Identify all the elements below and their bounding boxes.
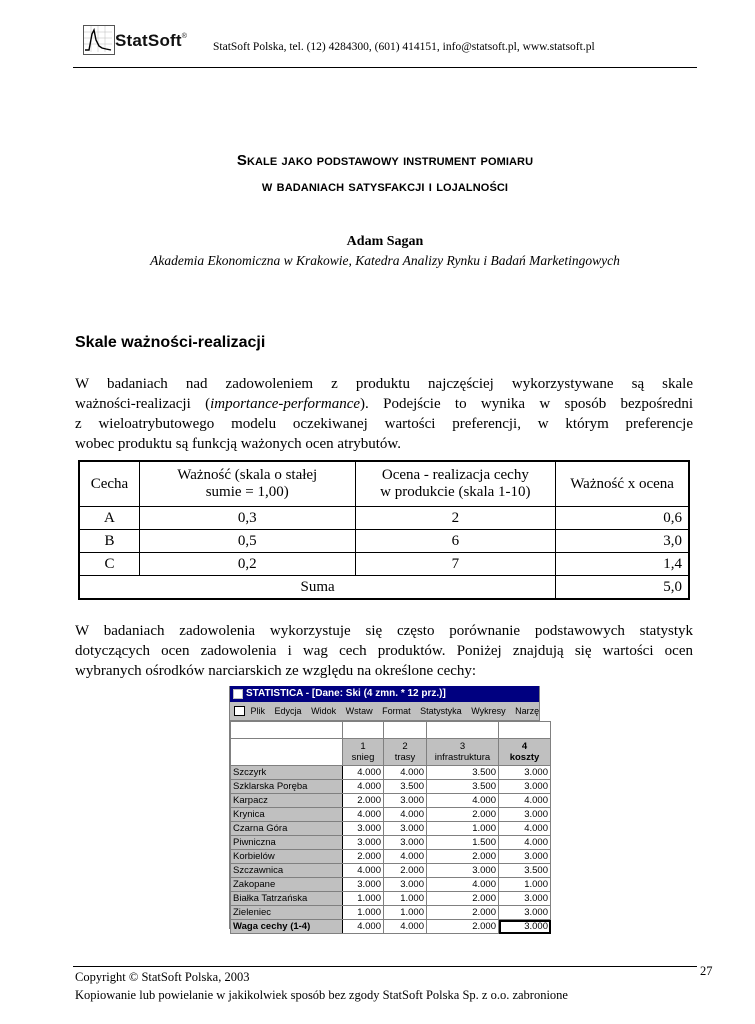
row-label[interactable]: Piwniczna [231,836,343,850]
grid-blank-header [499,722,551,739]
grid-cell[interactable]: 3.000 [343,836,384,850]
article-affiliation: Akademia Ekonomiczna w Krakowie, Katedra Analizy Rynku i Badań Marketingowych [150,253,620,268]
row-label[interactable]: Szklarska Poręba [231,780,343,794]
grid-cell[interactable]: 4.000 [343,780,384,794]
article-author: Adam Sagan [346,234,424,249]
grid-cell[interactable]: 3.500 [427,780,499,794]
page-number: 27 [700,964,713,978]
header-rule [73,67,697,68]
row-label[interactable]: Zieleniec [231,906,343,920]
grid-cell[interactable]: 3.000 [499,906,551,920]
grid-cell[interactable]: 2.000 [427,920,499,934]
importance-table [79,461,689,599]
column-header-snieg[interactable]: 1 snieg [343,739,384,766]
grid-blank-header [427,722,499,739]
grid-cell[interactable]: 3.500 [384,780,427,794]
table-row [80,530,689,553]
grid-blank-header [343,722,384,739]
article-title-line2: w badaniach satysfakcji i lojalności [261,178,509,195]
grid-cell[interactable]: 4.000 [384,808,427,822]
row-label[interactable]: Szczyrk [231,766,343,780]
row-label[interactable]: Waga cechy (1-4) [231,920,343,934]
table-cell: 3,0 [556,530,689,553]
grid-cell[interactable]: 1.500 [427,836,499,850]
grid-cell[interactable]: 2.000 [343,850,384,864]
paragraph-comparison [75,621,693,681]
article-title-line1: Skale jako podstawowy instrument pomiaru [236,152,534,169]
row-label[interactable]: Szczawnica [231,864,343,878]
section-heading: Skale ważności-realizacji [75,334,266,351]
grid-cell[interactable]: 3.000 [384,836,427,850]
column-header-infrastruktura[interactable]: 3 infrastruktura [427,739,499,766]
footer-notice: Kopiowanie lub powielanie w jakikolwiek sposób bez zgody StatSoft Polska Sp. z o.o. zabronione [75,988,568,1002]
paragraph-line: W badaniach zadowolenia wykorzystuje się często porównanie podstawowych statystyk [75,623,693,639]
row-label[interactable]: Korbielów [231,850,343,864]
table-cell: C [80,553,140,576]
menu-widok[interactable]: Widok [311,706,337,716]
grid-cell[interactable]: 3.000 [499,850,551,864]
grid-cell[interactable]: 4.000 [384,766,427,780]
statistica-app-icon [233,689,243,699]
table-row [80,507,689,530]
grid-cell[interactable]: 1.000 [499,878,551,892]
table-cell: A [80,507,140,530]
grid-cell[interactable]: 2.000 [427,850,499,864]
grid-cell[interactable]: 1.000 [384,892,427,906]
table-sum-value: 5,0 [556,576,689,599]
table-row [231,878,551,892]
row-label[interactable]: Białka Tatrzańska [231,892,343,906]
table-row [231,920,551,934]
grid-cell[interactable]: 3.500 [427,766,499,780]
table-row [231,780,551,794]
table-row [80,553,689,576]
footer-rule [73,966,697,967]
table-row [231,864,551,878]
table-cell: 6 [355,530,556,553]
paragraph-line: dotyczących ocen zadowolenia i wag cech produktów. Poniżej znajdują się wartości ocen [75,643,693,659]
table-cell: 0,3 [139,507,355,530]
menu-statystyka[interactable]: Statystyka [420,706,462,716]
grid-cell[interactable]: 3.000 [384,794,427,808]
grid-blank-header [384,722,427,739]
row-label[interactable]: Karpacz [231,794,343,808]
grid-cell[interactable]: 2.000 [427,808,499,822]
row-label[interactable]: Czarna Góra [231,822,343,836]
table-row [231,836,551,850]
grid-cell[interactable]: 4.000 [343,766,384,780]
table-row [231,892,551,906]
table-header-cell: Ważność x ocena [556,462,689,507]
text-run: ). Podejście to wynika w sposób bezpośredni [360,396,693,412]
paragraph-line: wybranych ośrodków narciarskich ze względu na określone cechy: [75,663,477,679]
statistica-title: STATISTICA - [Dane: Ski (4 zmn. * 12 prz.)] [246,688,446,699]
table-cell: B [80,530,140,553]
text-run: ważności-realizacji ( [75,396,211,412]
grid-cell[interactable]: 4.000 [499,822,551,836]
table-cell: 0,6 [556,507,689,530]
table-cell: 0,2 [139,553,355,576]
page-header [83,22,695,68]
table-row [231,906,551,920]
grid-cell[interactable]: 4.000 [343,808,384,822]
document-icon[interactable] [234,706,245,716]
table-header-cell: Cecha [80,462,140,507]
column-header-koszty[interactable]: 4 koszty [499,739,551,766]
menu-wykresy[interactable]: Wykresy [471,706,506,716]
paragraph-line: wobec produktu są funkcją ważonych ocen atrybutów. [75,436,402,452]
paragraph-line: W badaniach nad zadowoleniem z produktu najczęściej wykorzystywane są skale [75,376,693,392]
grid-corner [231,739,343,766]
table-row [231,850,551,864]
menu-edycja[interactable]: Edycja [274,706,302,716]
table-sum-row [80,576,689,599]
row-label[interactable]: Krynica [231,808,343,822]
grid-cell[interactable]: 4.000 [384,850,427,864]
emphasis-term: importance-performance [210,396,361,412]
statistica-titlebar [230,686,539,702]
menu-plik[interactable]: Plik [250,706,266,716]
grid-cell[interactable]: 4.000 [427,878,499,892]
grid-cell[interactable]: 1.000 [384,906,427,920]
table-row [231,822,551,836]
grid-cell[interactable]: 4.000 [343,864,384,878]
logo-curve-icon [84,26,112,52]
grid-cell[interactable]: 1.000 [343,906,384,920]
grid-cell[interactable]: 3.000 [499,766,551,780]
paragraph-intro [75,374,693,454]
grid-cell[interactable]: 2.000 [427,892,499,906]
grid-cell[interactable]: 3.000 [384,822,427,836]
table-row [231,808,551,822]
grid-cell[interactable]: 3.500 [499,864,551,878]
table-header-cell: Ważność (skala o stałej sumie = 1,00) [139,462,355,507]
statistica-window [229,686,548,932]
table-header-row [80,462,689,507]
table-cell: 1,4 [556,553,689,576]
statsoft-logo [83,22,201,54]
grid-cell[interactable]: 4.000 [499,794,551,808]
grid-cell[interactable]: 4.000 [343,920,384,934]
menu-narzedzia[interactable]: Narzę [515,706,540,716]
table-header-cell: Ocena - realizacja cechy w produkcie (skala 1-10) [355,462,556,507]
active-grid-cell[interactable]: 3.000 [499,920,551,934]
grid-cell[interactable]: 2.000 [343,794,384,808]
grid-cell[interactable]: 3.000 [343,878,384,892]
row-label[interactable]: Zakopane [231,878,343,892]
menu-format[interactable]: Format [382,706,411,716]
header-contact: StatSoft Polska, tel. (12) 4284300, (601) 414151, info@statsoft.pl, www.statsoft.pl [213,41,595,53]
grid-cell[interactable]: 2.000 [427,906,499,920]
column-header-trasy[interactable]: 2 trasy [384,739,427,766]
grid-top-row [231,722,551,739]
table-cell: 7 [355,553,556,576]
statistica-menubar [230,703,539,721]
logo-wordmark: StatSoft® [115,31,188,50]
logo-chart-icon [83,25,115,55]
footer-copyright: Copyright © StatSoft Polska, 2003 [75,970,250,984]
grid-cell[interactable]: 3.000 [427,864,499,878]
grid-cell[interactable]: 1.000 [427,822,499,836]
table-cell: 0,5 [139,530,355,553]
paragraph-line: z wieloatrybutowego modelu oczekiwanej wartości preferencji, w którym preferencje [75,416,693,432]
grid-cell[interactable]: 1.000 [343,892,384,906]
grid-cell[interactable]: 2.000 [384,864,427,878]
paragraph-line [75,394,693,414]
table-sum-label: Suma [80,576,556,599]
grid-cell[interactable]: 4.000 [427,794,499,808]
grid-cell[interactable]: 4.000 [499,836,551,850]
table-row [231,794,551,808]
grid-corner[interactable] [231,722,343,739]
grid-cell[interactable]: 3.000 [499,892,551,906]
grid-cell[interactable]: 4.000 [384,920,427,934]
grid-cell[interactable]: 3.000 [343,822,384,836]
spreadsheet-grid [230,721,551,934]
grid-cell[interactable]: 3.000 [499,780,551,794]
table-cell: 2 [355,507,556,530]
grid-header-row [231,739,551,766]
grid-cell[interactable]: 3.000 [499,808,551,822]
grid-cell[interactable]: 3.000 [384,878,427,892]
menu-wstaw[interactable]: Wstaw [345,706,373,716]
table-row [231,766,551,780]
